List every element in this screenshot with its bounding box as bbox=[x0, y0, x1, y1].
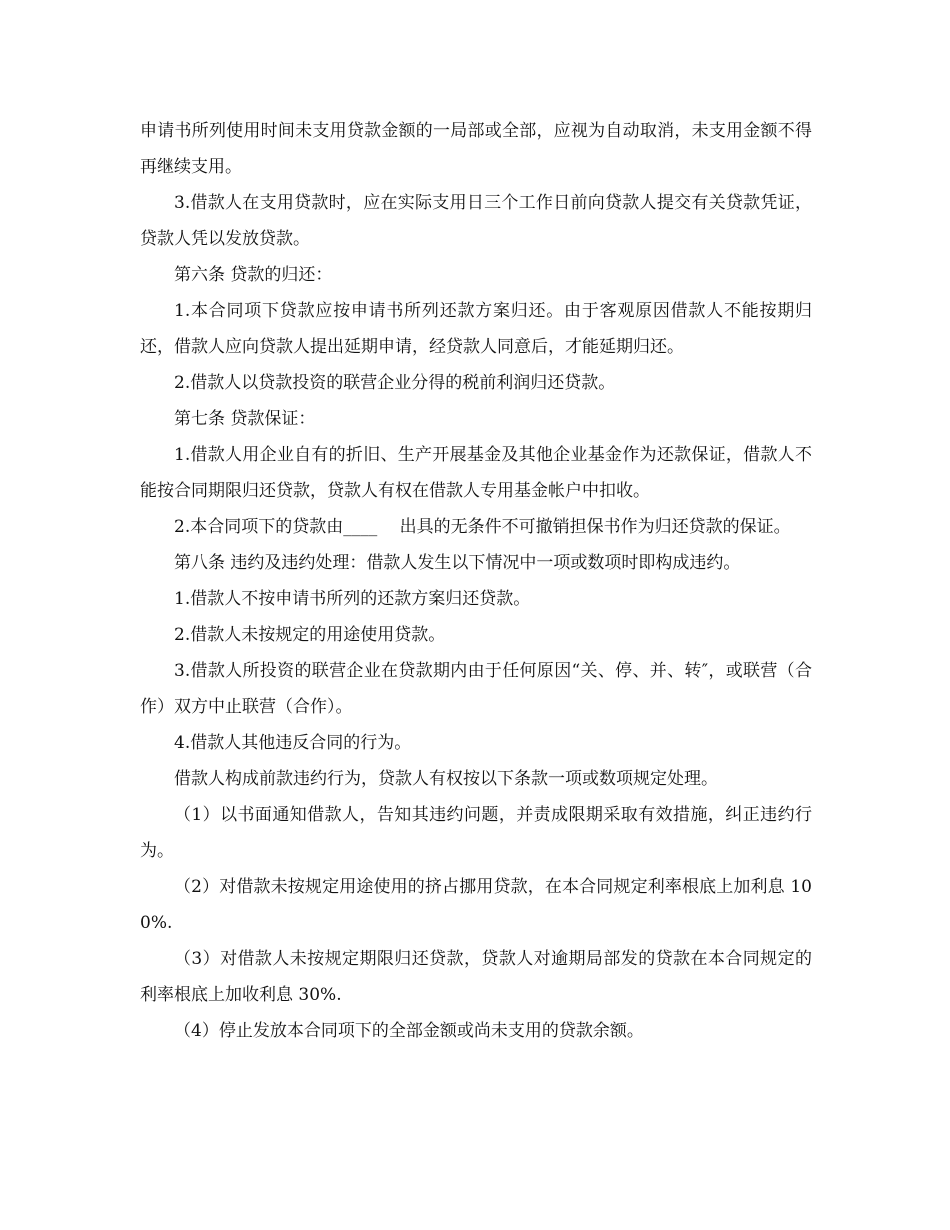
article-6-heading: 第六条 贷款的归还： bbox=[174, 265, 333, 285]
paragraph-continuation: 申请书所列使用时间未支用贷款金额的一局部或全部，应视为自动取消，未支用金额不得再继续支用。 bbox=[140, 121, 812, 177]
paragraph-clause-5-3: 3.借款人在支用贷款时，应在实际支用日三个工作日前向贷款人提交有关贷款凭证，贷款人凭以发放贷款。 bbox=[140, 193, 812, 249]
paragraph-remedy-4: （4）停止发放本合同项下的全部金额或尚未支用的贷款余额。 bbox=[174, 1021, 644, 1041]
paragraph-remedy-3: （3）对借款人未按规定期限归还贷款，贷款人对逾期局部发的贷款在本合同规定的利率根底上加收利息 30%. bbox=[140, 949, 812, 1005]
paragraph-clause-8-2: 2.借款人未按规定的用途使用贷款。 bbox=[174, 625, 446, 645]
article-7-heading: 第七条 贷款保证： bbox=[174, 409, 316, 429]
paragraph-clause-7-2: 2.本合同项下的贷款由____ 出具的无条件不可撤销担保书作为归还贷款的保证。 bbox=[174, 517, 791, 537]
paragraph-clause-8-4: 4.借款人其他违反合同的行为。 bbox=[174, 733, 412, 753]
paragraph-remedies-intro: 借款人构成前款违约行为，贷款人有权按以下条款一项或数项规定处理。 bbox=[174, 769, 718, 789]
paragraph-clause-6-1: 1.本合同项下贷款应按申请书所列还款方案归还。由于客观原因借款人不能按期归还，借款人应向贷款人提出延期申请，经贷款人同意后，才能延期归还。 bbox=[140, 301, 812, 357]
paragraph-clause-6-2: 2.借款人以贷款投资的联营企业分得的税前利润归还贷款。 bbox=[174, 373, 616, 393]
paragraph-remedy-2: （2）对借款未按规定用途使用的挤占挪用贷款，在本合同规定利率根底上加利息 100%. bbox=[140, 877, 812, 933]
paragraph-clause-7-1: 1.借款人用企业自有的折旧、生产开展基金及其他企业基金作为还款保证，借款人不能按合同期限归还贷款，贷款人有权在借款人专用基金帐户中扣收。 bbox=[140, 445, 812, 501]
document-body bbox=[140, 113, 812, 1049]
paragraph-remedy-1: （1）以书面通知借款人，告知其违约问题，并责成限期采取有效措施，纠正违约行为。 bbox=[140, 805, 812, 861]
article-8-heading: 第八条 违约及违约处理：借款人发生以下情况中一项或数项时即构成违约。 bbox=[174, 553, 741, 573]
paragraph-clause-8-3: 3.借款人所投资的联营企业在贷款期内由于任何原因“关、停、并、转″，或联营（合作）双方中止联营（合作）。 bbox=[140, 661, 812, 717]
paragraph-clause-8-1: 1.借款人不按申请书所列的还款方案归还贷款。 bbox=[174, 589, 531, 609]
